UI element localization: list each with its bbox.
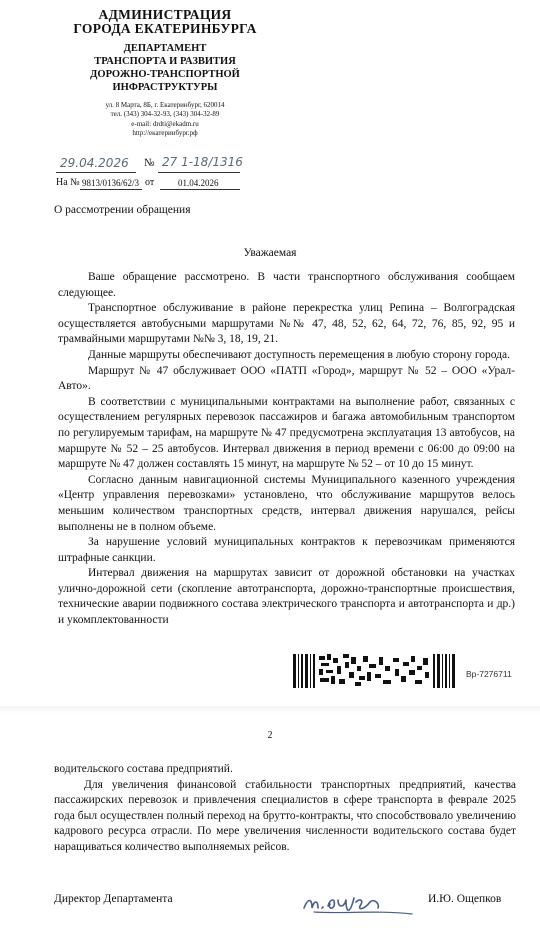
paragraph: За нарушение условий муниципальных контрактов к перевозчикам применяются штрафные санкции. [58, 536, 515, 564]
paragraph: Для увеличения финансовой стабильности транспортных предприятий, качества пассажирских перевозок и привлечения специалистов в сфере транспорта в феврале 2025 года был осуществлен полный переход на брутто-контракты, что способствовало увеличению кадрового ресурса отрасли. По мере увеличения численности водительского состава будет наращиваться количество выполняемых рейсов. [54, 778, 516, 853]
signer-name: И.Ю. Ощепков [428, 893, 502, 905]
paragraph: Интервал движения на маршрутах зависит от дорожной обстановки на участках улично-дорожной сети (скопление автотранспорта, дорожно-транспортные происшествия, технические аварии подвижного состава электрического транспорта и автотранспорта и др.) и укомплектованности [58, 567, 515, 627]
greeting: Уважаемая [243, 247, 297, 259]
paragraph: Транспортное обслуживание в районе перекрестка улиц Репина – Волгоградская осуществляется автобусными маршрутами №№ 47, 48, 52, 62, 64, 72, 76, 85, 92, 95 и трамвайными маршрутами №№ 3, 18, 19, 21. [58, 302, 515, 346]
paragraph: Ваше обращение рассмотрено. В части транспортного обслуживания сообщаем следующее. [58, 271, 515, 299]
paragraph: Маршрут № 47 обслуживает ООО «ПАТП «Город», маршрут № 52 – ООО «Урал-Авто». [58, 364, 515, 393]
paragraph: водительского состава предприятий. [54, 763, 233, 775]
from-label: от [145, 177, 155, 188]
phone: тел. (343) 304-32-93, (343) 304-32-89 [110, 110, 220, 119]
department-line2: ТРАНСПОРТА И РАЗВИТИЯ [94, 56, 236, 67]
ref-number: 9813/0136/62/3 [82, 178, 140, 188]
number-label: № [144, 157, 155, 169]
registration-number: 27 1-18/1316 [162, 155, 243, 169]
department-line1: ДЕПАРТАМЕНТ [123, 43, 207, 54]
contact-block [60, 101, 270, 138]
ref-date-underline [160, 189, 240, 190]
registration-date: 29.04.2026 [60, 156, 129, 170]
date-underline [56, 172, 136, 173]
letter-body-page1 [58, 270, 515, 629]
ref-label: На № [56, 177, 80, 188]
number-underline [158, 172, 240, 173]
email: e-mail: drdti@ekadm.ru [131, 119, 199, 128]
letter-body-page2 [54, 762, 516, 856]
website: http://екатеринбург.рф [132, 128, 198, 137]
page-separator [0, 706, 540, 714]
address: ул. 8 Марта, 8Б, г. Екатеринбург, 620014 [105, 101, 225, 109]
org-name-line1: АДМИНИСТРАЦИЯ [98, 7, 232, 22]
department-line3: ДОРОЖНО-ТРАНСПОРТНОЙ [90, 69, 240, 80]
org-name-line2: ГОРОДА ЕКАТЕРИНБУРГА [73, 21, 257, 36]
org-name [60, 8, 270, 36]
ref-date: 01.04.2026 [178, 178, 219, 188]
paragraph: Данные маршруты обеспечивают доступность перемещения в любую сторону города. [88, 348, 511, 361]
ref-underline [80, 189, 142, 190]
signer-title: Директор Департамента [54, 893, 173, 905]
page-number: 2 [267, 730, 273, 741]
department-line4: ИНФРАСТРУКТУРЫ [112, 82, 218, 93]
document-barcode [293, 654, 455, 688]
handwritten-signature [300, 884, 420, 918]
subject-line: О рассмотрении обращения [54, 204, 191, 216]
paragraph: Согласно данным навигационной системы Муниципального казенного учреждения «Центр управления перевозками» установлено, что обслуживание маршрутов велось меньшим количеством транспортных средств, интервал движения нарушался, рейсы выполнены не в полном объеме. [58, 473, 515, 533]
paragraph: В соответствии с муниципальными контрактами на выполнение работ, связанных с осуществлением регулярных перевозок пассажиров и багажа автомобильным транспортом по регулируемым тарифам, на маршруте № 47 предусмотрена эксплуатация 13 автобусов, на маршруте № 52 – 25 автобусов. Интервал движения в период времени с 06:00 до 09:00 на маршруте № 47 должен составлять 15 минут, на маршруте № 52 – от 10 до 15 минут. [58, 395, 515, 471]
document-id: Вр-7276711 [466, 669, 512, 679]
department-name [60, 42, 270, 94]
